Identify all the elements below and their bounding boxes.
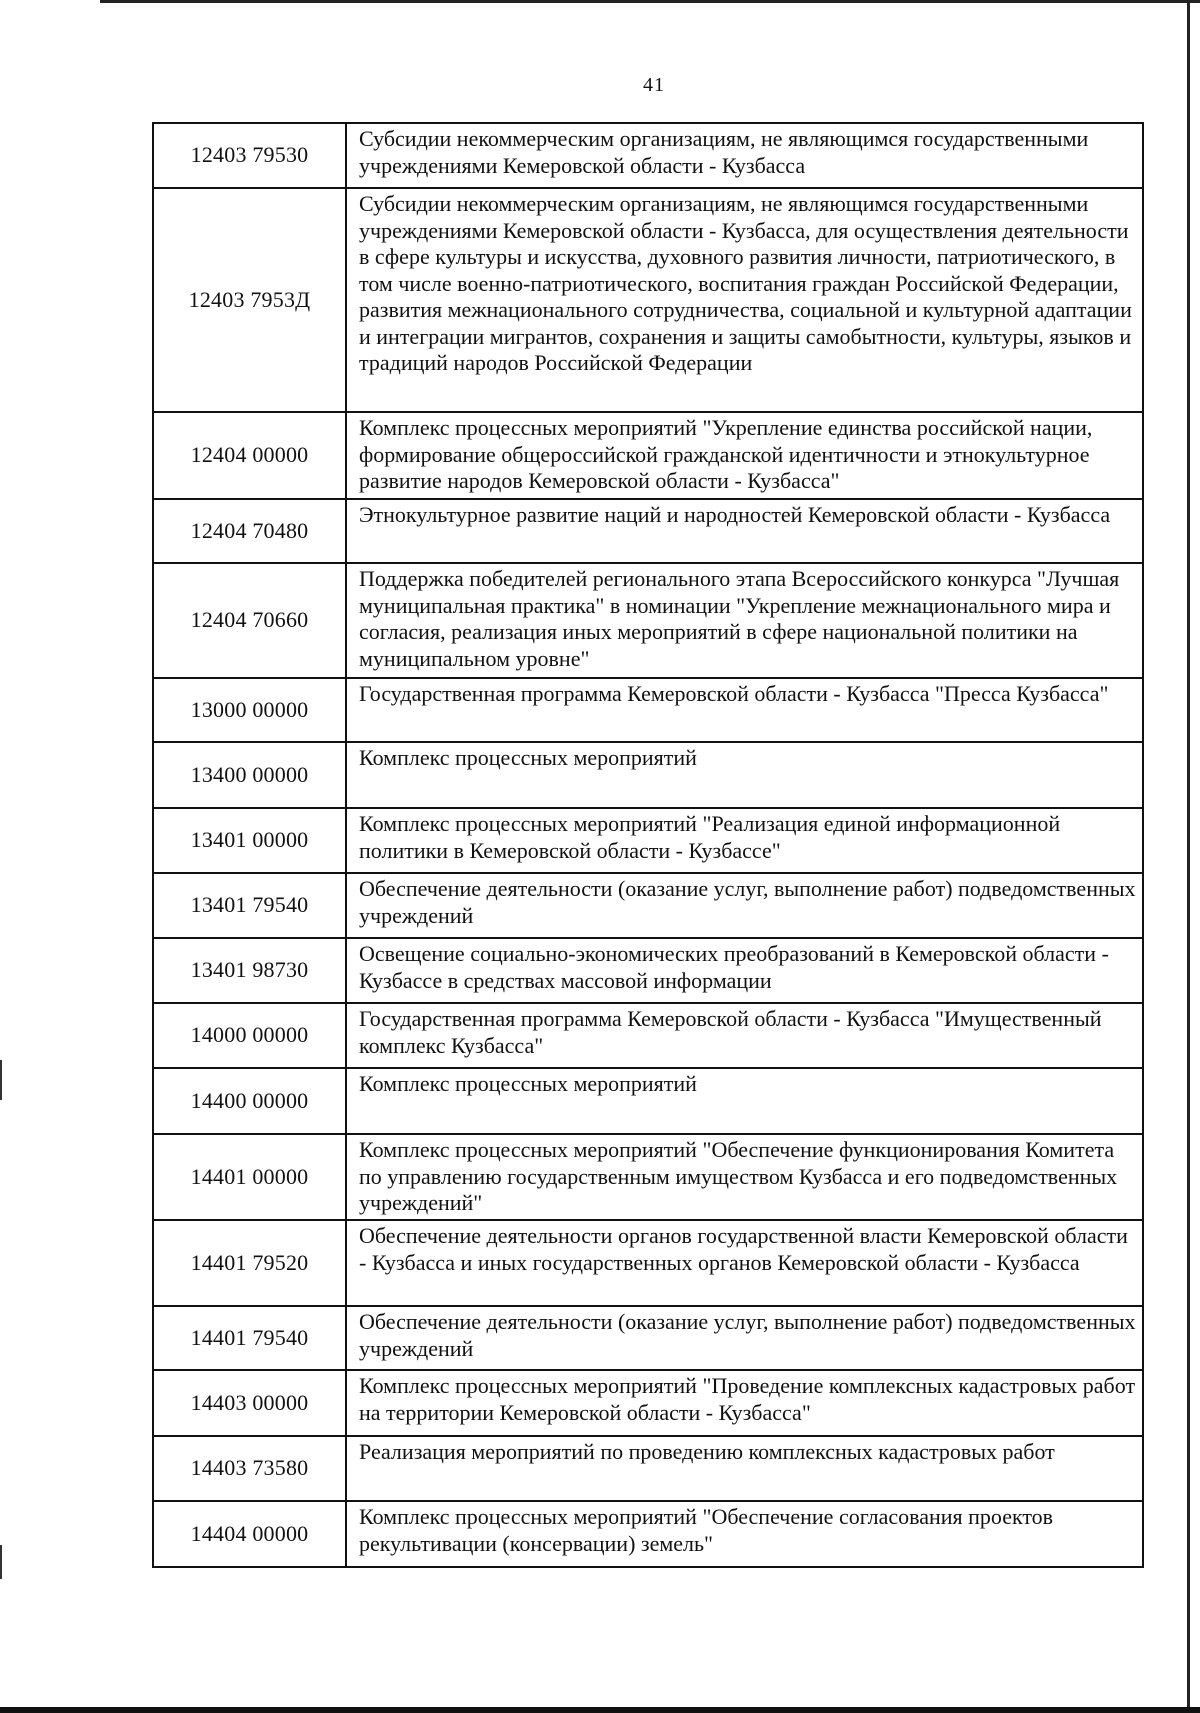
row-code: 12403 7953Д bbox=[153, 188, 346, 412]
table-row bbox=[153, 1220, 1143, 1306]
row-description: Освещение социально-экономических преобразований в Кемеровской области - Кузбассе в средствах массовой информации bbox=[346, 938, 1143, 1003]
table-row bbox=[153, 938, 1143, 1003]
row-code: 14401 79520 bbox=[153, 1220, 346, 1306]
row-description: Субсидии некоммерческим организациям, не являющимся государственными учреждениями Кемеровской области - Кузбасса bbox=[346, 123, 1143, 188]
table-row bbox=[153, 123, 1143, 188]
row-description: Государственная программа Кемеровской области - Кузбасса "Пресса Кузбасса" bbox=[346, 678, 1143, 742]
table-row bbox=[153, 412, 1143, 499]
table-row bbox=[153, 1306, 1143, 1370]
row-code: 13401 98730 bbox=[153, 938, 346, 1003]
row-code: 13401 00000 bbox=[153, 808, 346, 873]
table-row bbox=[153, 808, 1143, 873]
row-description: Субсидии некоммерческим организациям, не являющимся государственными учреждениями Кемеровской области - Кузбасса, для осуществления деятельности в сфере культуры и искусства, духовного развития личности, патриотического, в том числе военно-патриотического, воспитания граждан Российской Федерации, развития межнационального сотрудничества, социальной и культурной адаптации и интеграции мигрантов, сохранения и защиты самобытности, культуры, языков и традиций народов Российской Федерации bbox=[346, 188, 1143, 412]
row-code: 12404 70660 bbox=[153, 563, 346, 678]
row-description: Этнокультурное развитие наций и народностей Кемеровской области - Кузбасса bbox=[346, 499, 1143, 563]
row-code: 14401 00000 bbox=[153, 1134, 346, 1220]
row-code: 14403 73580 bbox=[153, 1436, 346, 1501]
row-description: Комплекс процессных мероприятий "Укрепление единства российской нации, формирование общероссийской гражданской идентичности и этнокультурное развитие народов Кемеровской области - Кузбасса" bbox=[346, 412, 1143, 499]
row-code: 14401 79540 bbox=[153, 1306, 346, 1370]
row-code: 14000 00000 bbox=[153, 1003, 346, 1068]
table-row bbox=[153, 1370, 1143, 1436]
table-row bbox=[153, 1501, 1143, 1567]
row-description: Комплекс процессных мероприятий "Реализация единой информационной политики в Кемеровской области - Кузбассе" bbox=[346, 808, 1143, 873]
row-description: Комплекс процессных мероприятий bbox=[346, 1068, 1143, 1134]
row-description: Обеспечение деятельности (оказание услуг, выполнение работ) подведомственных учреждений bbox=[346, 873, 1143, 938]
budget-classification-table bbox=[152, 122, 1144, 1568]
row-code: 12404 70480 bbox=[153, 499, 346, 563]
row-code: 14403 00000 bbox=[153, 1370, 346, 1436]
table-row bbox=[153, 188, 1143, 412]
row-code: 14400 00000 bbox=[153, 1068, 346, 1134]
row-code: 13400 00000 bbox=[153, 742, 346, 808]
scan-edge-bottom bbox=[0, 1707, 1200, 1713]
table-row bbox=[153, 1134, 1143, 1220]
row-description: Обеспечение деятельности (оказание услуг, выполнение работ) подведомственных учреждений bbox=[346, 1306, 1143, 1370]
row-description: Комплекс процессных мероприятий "Проведение комплексных кадастровых работ на территории Кемеровской области - Кузбасса" bbox=[346, 1370, 1143, 1436]
table-row bbox=[153, 1003, 1143, 1068]
row-description: Обеспечение деятельности органов государственной власти Кемеровской области - Кузбасса и иных государственных органов Кемеровской области - Кузбасса bbox=[346, 1220, 1143, 1306]
table-row bbox=[153, 1068, 1143, 1134]
table-row bbox=[153, 1436, 1143, 1501]
scan-edge-right bbox=[1187, 0, 1190, 1713]
scan-edge-top bbox=[100, 0, 1200, 3]
row-description: Комплекс процессных мероприятий bbox=[346, 742, 1143, 808]
row-description: Реализация мероприятий по проведению комплексных кадастровых работ bbox=[346, 1436, 1143, 1501]
row-description: Государственная программа Кемеровской области - Кузбасса "Имущественный комплекс Кузбасса" bbox=[346, 1003, 1143, 1068]
row-code: 12403 79530 bbox=[153, 123, 346, 188]
table-row bbox=[153, 563, 1143, 678]
table-row bbox=[153, 678, 1143, 742]
row-description: Комплекс процессных мероприятий "Обеспечение согласования проектов рекультивации (консервации) земель" bbox=[346, 1501, 1143, 1567]
row-code: 13401 79540 bbox=[153, 873, 346, 938]
table-row bbox=[153, 873, 1143, 938]
row-code: 13000 00000 bbox=[153, 678, 346, 742]
page-number: 41 bbox=[643, 74, 665, 96]
row-description: Поддержка победителей регионального этапа Всероссийского конкурса "Лучшая муниципальная практика" в номинации "Укрепление межнационального мира и согласия, реализация иных мероприятий в сфере национальной политики на муниципальном уровне" bbox=[346, 563, 1143, 678]
scan-edge-left-mark bbox=[0, 1060, 2, 1100]
row-description: Комплекс процессных мероприятий "Обеспечение функционирования Комитета по управлению государственным имуществом Кузбасса и его подведомственных учреждений" bbox=[346, 1134, 1143, 1220]
scan-edge-left-mark bbox=[0, 1545, 2, 1579]
row-code: 14404 00000 bbox=[153, 1501, 346, 1567]
table-row bbox=[153, 742, 1143, 808]
row-code: 12404 00000 bbox=[153, 412, 346, 499]
table-row bbox=[153, 499, 1143, 563]
